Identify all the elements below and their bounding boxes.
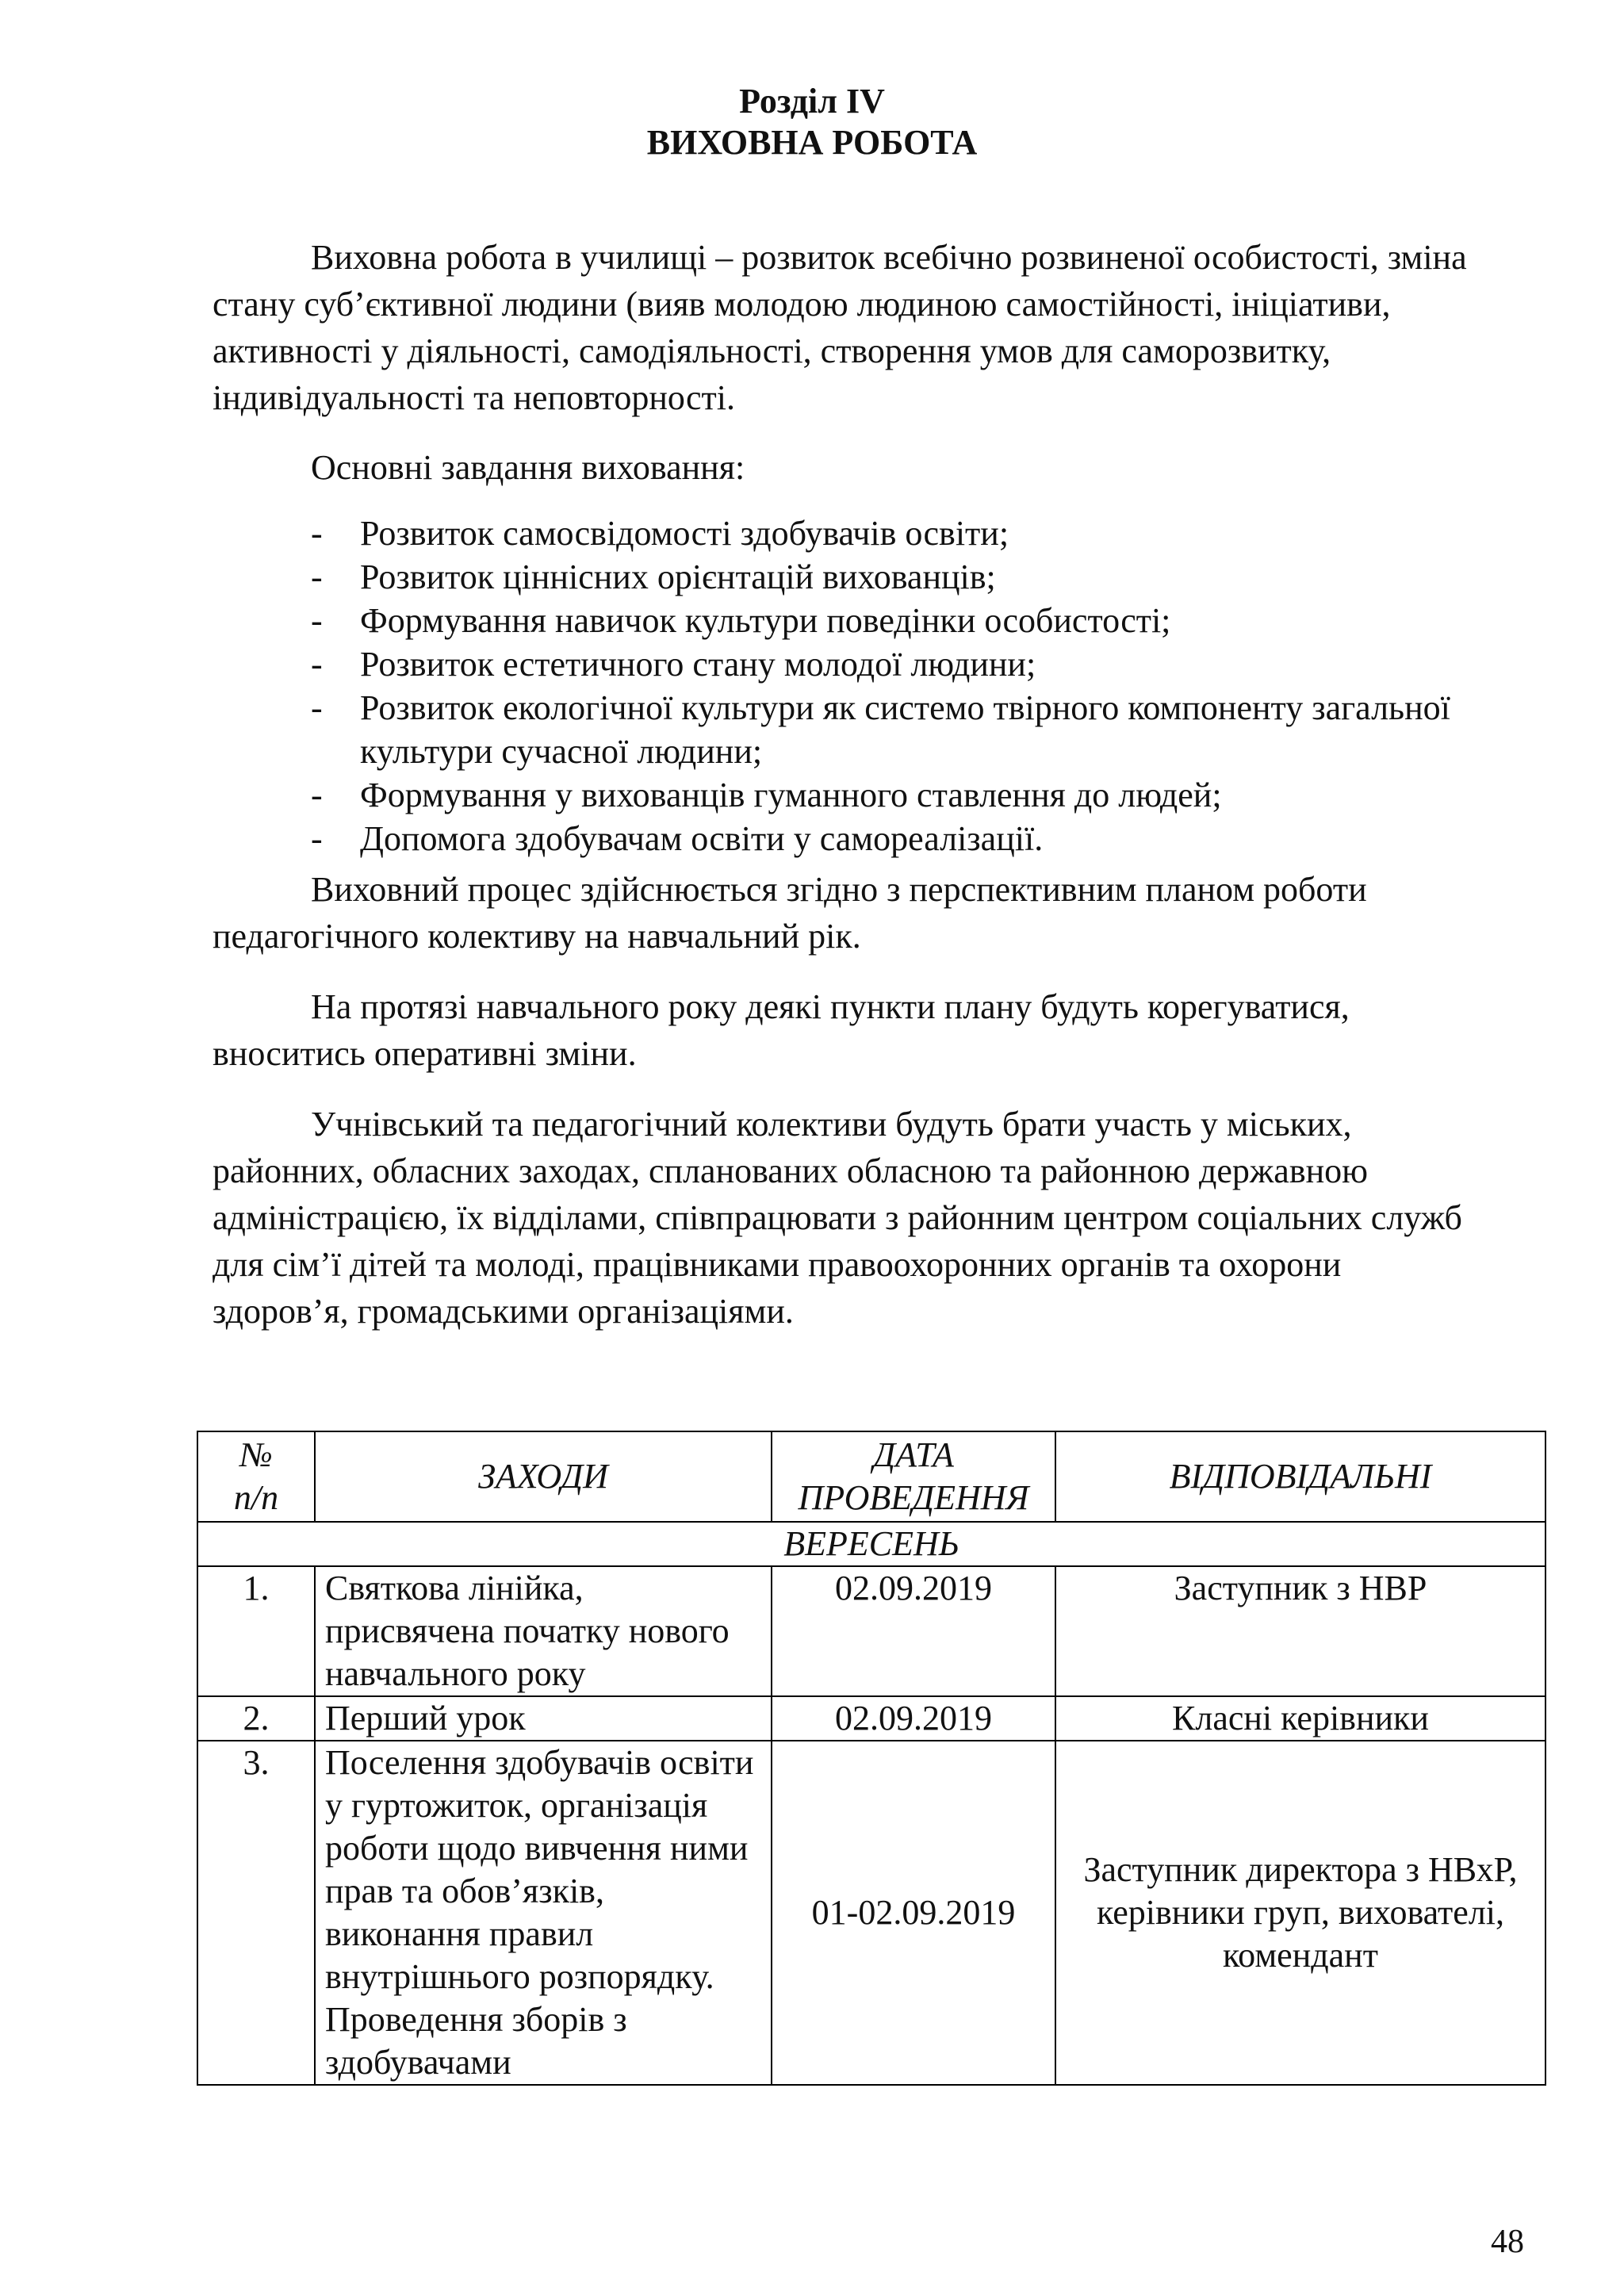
paragraph-tasks-heading bbox=[213, 444, 1481, 491]
list-item: - Формування навичок культури поведінки особистості; bbox=[311, 601, 1171, 640]
row-responsible: Класні керівники bbox=[1055, 1696, 1545, 1741]
list-item: - Розвиток екологічної культури як системо твірного компоненту загальної культури сучасної людини; bbox=[311, 688, 1450, 771]
paragraph-tasks-heading-text: Основні завдання виховання: bbox=[311, 448, 745, 487]
paragraph-process bbox=[213, 866, 1481, 960]
section-label: Розділ IV bbox=[739, 82, 885, 121]
tasks-list bbox=[311, 511, 1516, 860]
row-num: 3. bbox=[197, 1741, 315, 2085]
header-responsible: ВІДПОВІДАЛЬНІ bbox=[1055, 1431, 1545, 1522]
row-date: 01-02.09.2019 bbox=[772, 1741, 1055, 2085]
list-item: - Формування у вихованців гуманного ставлення до людей; bbox=[311, 776, 1222, 814]
paragraph-process-text: Виховний процес здійснюється згідно з перспективним планом роботи педагогічного колективу на навчальний рік. bbox=[213, 870, 1367, 956]
paragraph-changes bbox=[213, 983, 1481, 1077]
header-date: ДАТА ПРОВЕДЕННЯ bbox=[772, 1431, 1055, 1522]
row-num: 2. bbox=[197, 1696, 315, 1741]
row-responsible: Заступник з НВР bbox=[1055, 1566, 1545, 1696]
row-event: Поселення здобувачів освіти у гуртожиток, організація роботи щодо вивчення ними прав та обов’язків, виконання правил внутрішнього розпорядку. Проведення зборів з здобувачами bbox=[315, 1741, 772, 2085]
row-date: 02.09.2019 bbox=[772, 1566, 1055, 1696]
table-row bbox=[197, 1741, 1545, 2085]
month-row bbox=[197, 1522, 1545, 1566]
table-row bbox=[197, 1566, 1545, 1696]
paragraph-intro-text: Виховна робота в училищі – розвиток всебічно розвиненої особистості, зміна стану суб’єктивної людини (вияв молодою людиною самостійності, ініціативи, активності у діяльності, самодіяльності, створення умов для саморозвитку, індивідуальності та неповторності. bbox=[213, 238, 1467, 417]
table-header-row bbox=[197, 1431, 1545, 1522]
row-responsible: Заступник директора з НВхР, керівники груп, вихователі, комендант bbox=[1055, 1741, 1545, 2085]
row-event: Святкова лінійка, присвячена початку нового навчального року bbox=[315, 1566, 772, 1696]
header-events: ЗАХОДИ bbox=[315, 1431, 772, 1522]
paragraph-changes-text: На протязі навчального року деякі пункти плану будуть корегуватися, вноситись оперативні зміни. bbox=[213, 987, 1350, 1073]
list-item: - Розвиток ціннісних орієнтацій вихованців; bbox=[311, 557, 996, 596]
month-label: ВЕРЕСЕНЬ bbox=[197, 1522, 1545, 1566]
page-number: 48 bbox=[1491, 2224, 1524, 2260]
list-item: - Розвиток естетичного стану молодої людини; bbox=[311, 645, 1036, 684]
events-table bbox=[197, 1431, 1546, 2086]
table-row bbox=[197, 1696, 1545, 1741]
paragraph-participation bbox=[213, 1101, 1481, 1335]
section-title: ВИХОВНА РОБОТА bbox=[646, 123, 978, 162]
header-num: № п/п bbox=[197, 1431, 315, 1522]
row-date: 02.09.2019 bbox=[772, 1696, 1055, 1741]
paragraph-intro bbox=[213, 234, 1481, 421]
row-num: 1. bbox=[197, 1566, 315, 1696]
row-event: Перший урок bbox=[315, 1696, 772, 1741]
list-item: - Розвиток самосвідомості здобувачів освіти; bbox=[311, 514, 1009, 553]
paragraph-participation-text: Учнівський та педагогічний колективи будуть брати участь у міських, районних, обласних заходах, спланованих обласною та районною державною адміністрацією, їх відділами, співпрацювати з районним центром соціальних служб для сім’ї дітей та молоді, працівниками правоохоронних органів та охорони здоров’я, громадськими організаціями. bbox=[213, 1105, 1462, 1331]
list-item: - Допомога здобувачам освіти у самореалізації. bbox=[311, 819, 1044, 858]
